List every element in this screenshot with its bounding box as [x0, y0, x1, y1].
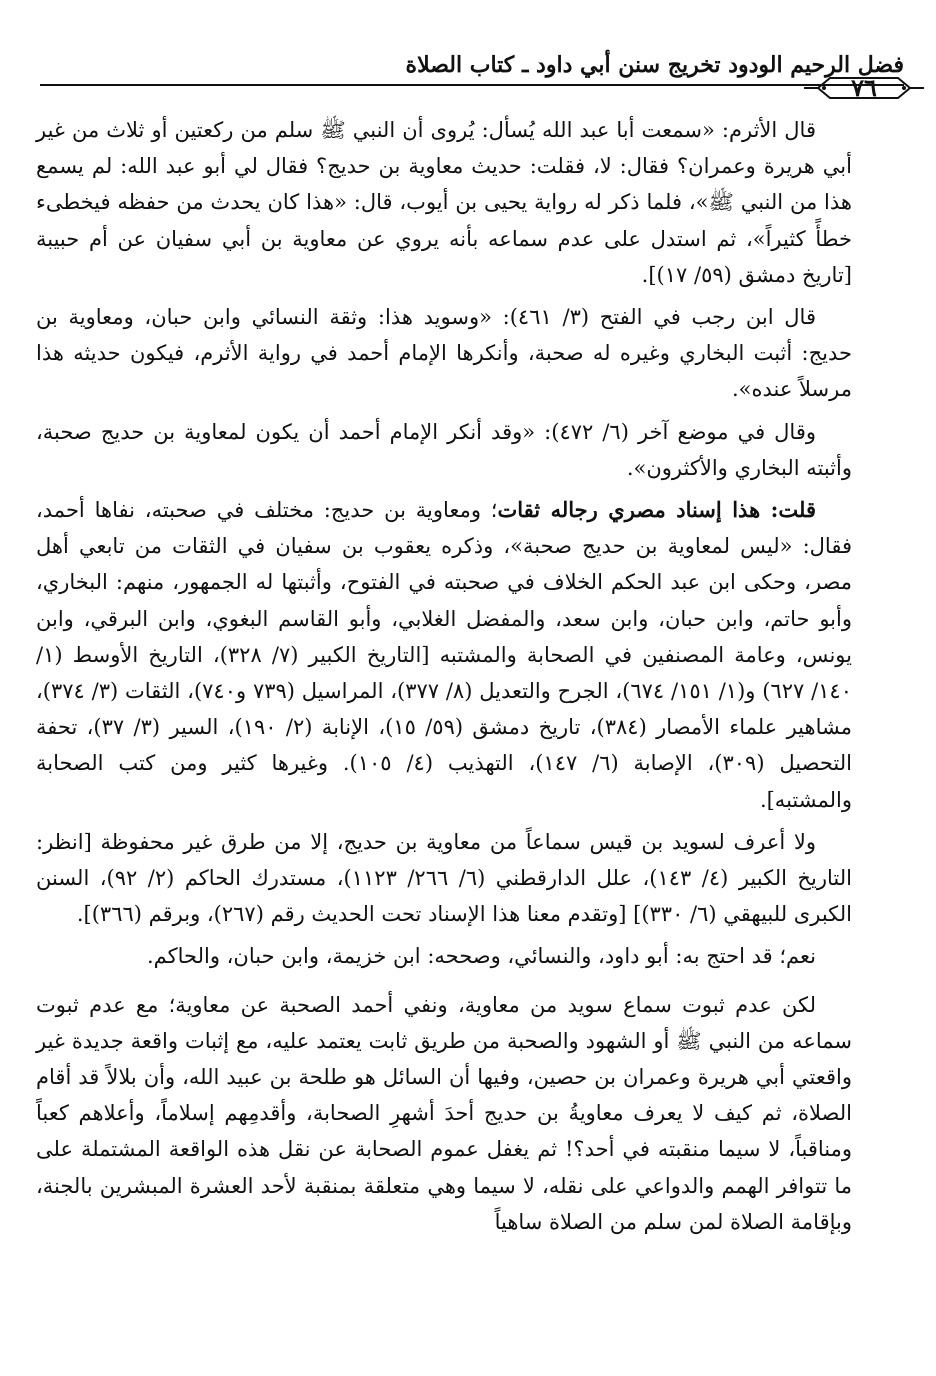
paragraph-3: وقال في موضع آخر (٦/ ٤٧٢): «وقد أنكر الإمام أحمد أن يكون لمعاوية بن حديج صحبة، وأثبته البخاري والأكثرون».: [36, 419, 852, 480]
page-number: ٧٦: [851, 73, 877, 102]
header-rule: [40, 84, 904, 86]
header-title: فضل الرحيم الودود تخريج سنن أبي داود ـ كتاب الصلاة: [405, 52, 904, 78]
paragraph-6: نعم؛ قد احتج به: أبو داود، والنسائي، وصححه: ابن خزيمة، وابن حبان، والحاكم.: [146, 944, 816, 969]
running-header: [40, 50, 904, 80]
paragraph-5: ولا أعرف لسويد بن قيس سماعاً من معاوية بن حديج، إلا من طرق غير محفوظة [انظر: التاريخ الكبير (٤/ ١٤٣)، علل الدارقطني (٦/ ٢٦٦/ ١١٢٣)، مستدرك الحاكم (٢/ ٩٢)، السنن الكبرى للبيهقي (٦/ ٣٣٠)] [وتقدم معنا هذا الإسناد تحت الحديث رقم (٢٦٧)، وبرقم (٣٦٦)].: [36, 829, 852, 927]
paragraph-4-lead: قلت: هذا إسناد مصري رجاله ثقات: [497, 497, 816, 523]
page-body: [36, 112, 852, 1246]
page-number-ornament: [804, 68, 924, 108]
paragraph-1: قال الأثرم: «سمعت أبا عبد الله يُسأل: يُروى أن النبي ﷺ سلم من ركعتين أو ثلاث من غير أبي هريرة وعمران؟ فقال: لا، فقلت: حديث معاوية بن حديج؟ فقال لي أبو عبد الله: لم يسمع هذا من النبي ﷺ»، فلما ذكر له رواية يحيى بن أيوب، قال: «هذا كان يحدث من حفظه فيخطىء خطأً كثيراً»، ثم استدل على عدم سماعه بأنه يروي عن معاوية بن أبي سفيان عن أم حبيبة [تاريخ دمشق (٥٩/ ١٧)].: [36, 118, 852, 287]
paragraph-2: قال ابن رجب في الفتح (٣/ ٤٦١): «وسويد هذا: وثقة النسائي وابن حبان، ومعاوية بن حديج: أثبت البخاري وغيره له صحبة، وأنكرها الإمام أحمد في رواية الأثرم، فيكون حديثه هذا مرسلاً عنده».: [36, 305, 852, 402]
paragraph-4: [36, 492, 852, 818]
paragraph-7: لكن عدم ثبوت سماع سويد من معاوية، ونفي أحمد الصحبة عن معاوية؛ مع عدم ثبوت سماعه من النبي ﷺ أو الشهود والصحبة من طريق ثابت يعتمد عليه، مع إثبات واقعة جديدة غير واقعتي أبي هريرة وعمران بن حصين، وفيها أن السائل هو طلحة بن عبيد الله، وأن بلالاً قد أقام الصلاة، ثم كيف لا يعرف معاويةُ بن حديج أحدَ أشهرِ الصحابة، وأقدمِهم إسلاماً، وأعلاهم كعباً ومناقباً، لا سيما منقبته في أحد؟! ثم يغفل عموم الصحابة عن نقل هذه الواقعة المشتملة على ما تتوافر الهمم والدواعي على نقله، لا سيما وهي متعلقة بمنقبة لأحد العشرة المبشرين بالجنة، وبإقامة الصلاة لمن سلم من الصلاة ساهياً: [36, 992, 852, 1234]
paragraph-4-text: ؛ ومعاوية بن حديج: مختلف في صحبته، نفاها أحمد، فقال: «ليس لمعاوية بن حديج صحبة»، وذكره يعقوب بن سفيان في الثقات من تابعي أهل مصر، وحكى ابن عبد الحكم الخلاف في صحبته في الفتوح، وأثبتها له الجمهور، منهم: البخاري، وأبو حاتم، وابن حبان، وابن سعد، والمفضل الغلابي، وأبو القاسم البغوي، وابن البرقي، وابن يونس، وعامة المصنفين في الصحابة والمشتبه [التاريخ الكبير (٧/ ٣٢٨)، التاريخ الأوسط (١/ ١٤٠/ ٦٢٧) و(١/ ١٥١/ ٦٧٤)، الجرح والتعديل (٨/ ٣٧٧)، المراسيل (٧٣٩ و٧٤٠)، الثقات (٣/ ٣٧٤)، مشاهير علماء الأمصار (٣٨٤)، تاريخ دمشق (٥٩/ ١٥)، الإنابة (٢/ ١٩٠)، السير (٣/ ٣٧)، تحفة التحصيل (٣٠٩)، الإصابة (٦/ ١٤٧)، التهذيب (٤/ ١٠٥). وغيرها كثير ومن كتب الصحابة والمشتبه].: [36, 498, 852, 812]
